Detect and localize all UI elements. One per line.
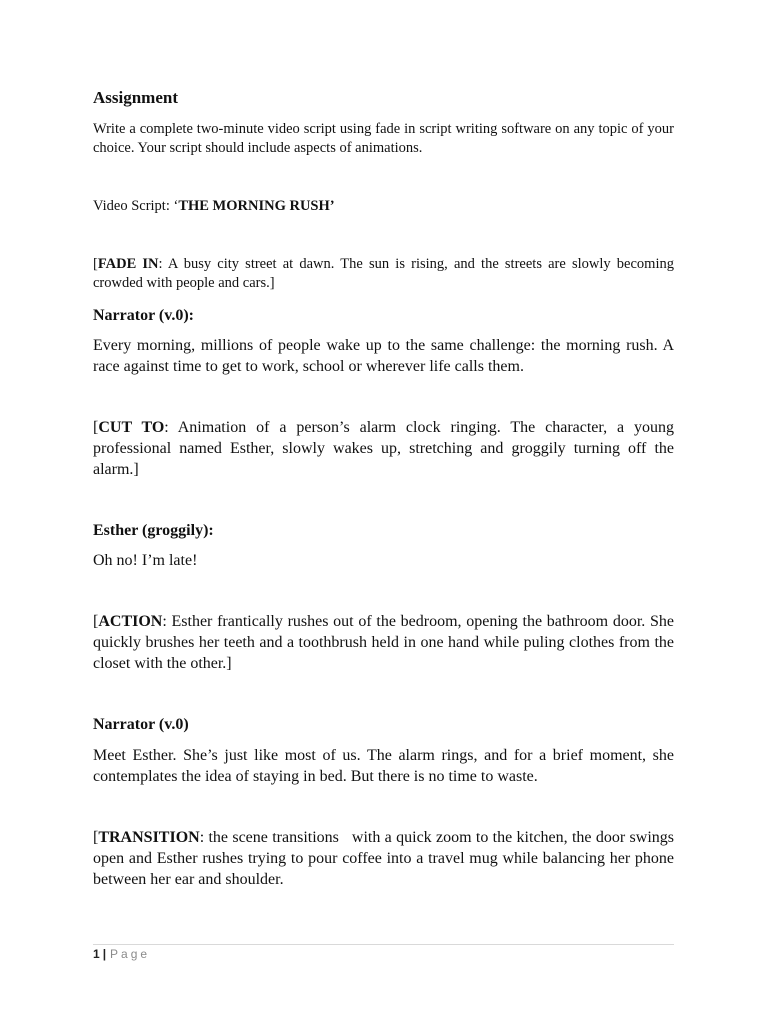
script-title-line xyxy=(93,197,674,216)
scene-cut-to xyxy=(93,417,674,480)
scene-fade-in xyxy=(93,255,674,293)
footer-divider xyxy=(93,944,674,945)
page-label: Page xyxy=(110,947,151,961)
dialogue-esther: Oh no! I’m late! xyxy=(93,552,198,569)
scene-description: : A busy city street at dawn. The sun is rising, and the streets are slowly becoming crowded with people and cars.] xyxy=(93,256,674,291)
script-title: THE MORNING RUSH’ xyxy=(178,198,335,214)
scene-description: : Esther frantically rushes out of the bedroom, opening the bathroom door. She quickly brushes her teeth and a toothbrush held in one hand while puling clothes from the closet with the other.] xyxy=(93,613,674,672)
scene-keyword: CUT TO xyxy=(98,419,165,436)
speaker-narrator-1: Narrator (v.0): xyxy=(93,307,194,324)
scene-description: : the scene transitions with a quick zoom to the kitchen, the door swings open and Esther rushes trying to pour coffee into a travel mug while balancing her phone between her ear and shoulder. xyxy=(93,829,678,888)
scene-keyword: FADE IN xyxy=(97,256,159,272)
scene-bracket: [ xyxy=(93,419,99,436)
page-number: 1 xyxy=(93,947,100,961)
dialogue-narrator-1: Every morning, millions of people wake up to the same challenge: the morning rush. A race against time to get to work, school or wherever life calls them. xyxy=(93,337,674,375)
scene-bracket: [ xyxy=(93,613,99,630)
speaker-narrator-2: Narrator (v.0) xyxy=(93,716,189,733)
dialogue-narrator-2: Meet Esther. She’s just like most of us. The alarm rings, and for a brief moment, she contemplates the idea of staying in bed. But there is no time to waste. xyxy=(93,747,674,785)
scene-keyword: TRANSITION xyxy=(98,829,200,846)
assignment-heading: Assignment xyxy=(93,88,179,107)
page-footer xyxy=(93,946,150,962)
scene-action xyxy=(93,611,674,674)
scene-keyword: ACTION xyxy=(98,613,163,630)
scene-description: : Animation of a person’s alarm clock ringing. The character, a young professional named Esther, slowly wakes up, stretching and groggily turning off the alarm.] xyxy=(93,419,675,478)
scene-transition xyxy=(93,827,678,890)
scene-bracket: [ xyxy=(93,829,99,846)
speaker-esther: Esther (groggily): xyxy=(93,522,214,539)
footer-separator: | xyxy=(102,947,107,961)
script-label: Video Script: ‘ xyxy=(93,198,179,214)
assignment-text: Write a complete two-minute video script using fade in script writing software on any topic of your choice. Your script should include aspects of animations. xyxy=(93,121,674,156)
scene-bracket: [ xyxy=(93,256,98,272)
